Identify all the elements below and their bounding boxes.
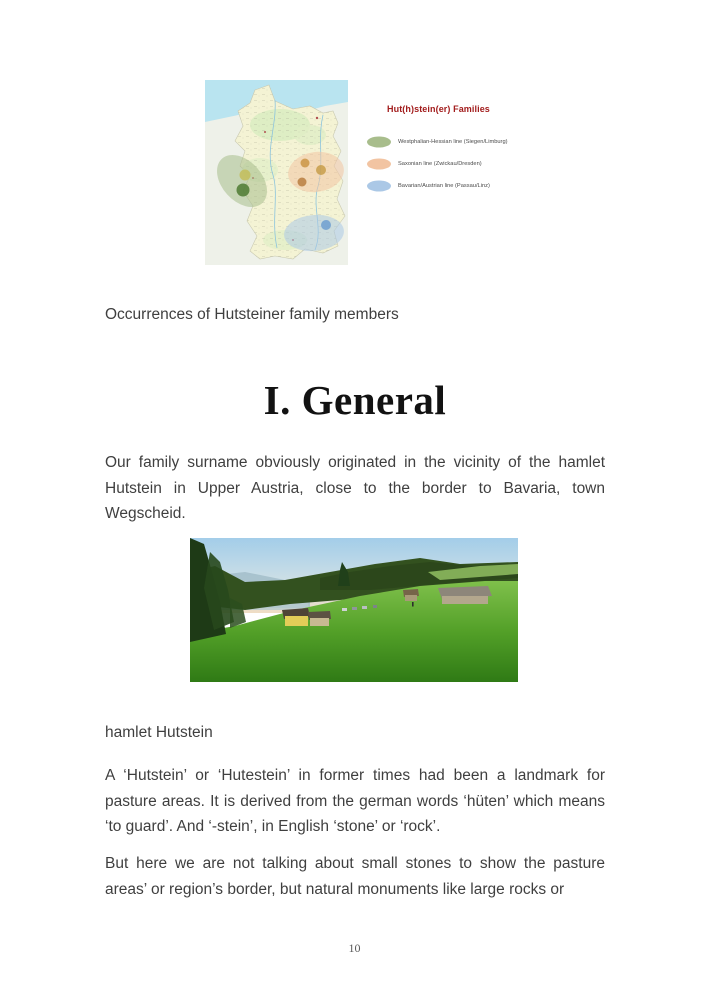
legend-title: Hut(h)stein(er) Families xyxy=(387,104,490,114)
yellow-house xyxy=(285,616,308,626)
city-dot-hamburg xyxy=(264,131,266,133)
car-1 xyxy=(342,608,347,611)
legend-swatch-orange-icon xyxy=(366,158,392,170)
legend-label: Saxonian line (Zwickau/Dresden) xyxy=(398,161,482,167)
page-title: I. General xyxy=(263,377,447,423)
cluster-blob-orange-1 xyxy=(301,159,310,168)
cluster-blob-olive xyxy=(240,170,251,181)
legend-rows xyxy=(360,136,520,192)
legend-row-saxonian xyxy=(360,158,520,170)
house-wall-2 xyxy=(310,618,329,626)
legend-swatch-green-icon xyxy=(366,136,392,148)
cluster-blob-orange-2 xyxy=(316,165,326,175)
paragraph-origin: Our family surname obviously originated in the vicinity of the hamlet Hutstein in Upper Austria, close to the border to Bavaria, town Wegscheid. xyxy=(105,454,605,522)
legend-label: Bavarian/Austrian line (Passau/Linz) xyxy=(398,183,490,189)
car-3 xyxy=(362,606,367,609)
germany-map xyxy=(205,80,348,265)
landscape-photo xyxy=(190,538,518,682)
legend-row-westphalian xyxy=(360,136,520,148)
page-number: 10 xyxy=(348,941,361,955)
car-4 xyxy=(373,605,377,608)
paragraph-etymology: A ‘Hutstein’ or ‘Hutestein’ in former times had been a landmark for pasture areas. It is derived from the german words ‘hüten’ which means ‘to guard’. And ‘-stein’, in English ‘stone’ or ‘rock’. xyxy=(105,767,605,835)
map-figure xyxy=(205,80,515,265)
legend-swatch-blue-icon xyxy=(366,180,392,192)
map-caption: Occurrences of Hutsteiner family members xyxy=(105,306,399,323)
cluster-blob-blue xyxy=(321,220,331,230)
photo-caption: hamlet Hutstein xyxy=(105,724,213,741)
city-dot-berlin xyxy=(316,117,318,119)
hut-wall xyxy=(405,595,417,601)
person-figure xyxy=(412,602,414,607)
photo-hamlet-hutstein xyxy=(190,538,518,682)
cluster-blob-orange-3 xyxy=(298,178,307,187)
map-legend xyxy=(360,104,520,202)
car-2 xyxy=(352,607,357,610)
paragraph-monuments: But here we are not talking about small stones to show the pasture areas’ or region’s border, but natural monuments like large rocks or xyxy=(105,855,605,898)
legend-row-bavarian xyxy=(360,180,520,192)
farm-wall xyxy=(442,596,488,604)
legend-label: Westphalian-Hessian line (Siegen/Limburg) xyxy=(398,139,508,145)
cluster-blob-darkgreen xyxy=(237,184,250,197)
